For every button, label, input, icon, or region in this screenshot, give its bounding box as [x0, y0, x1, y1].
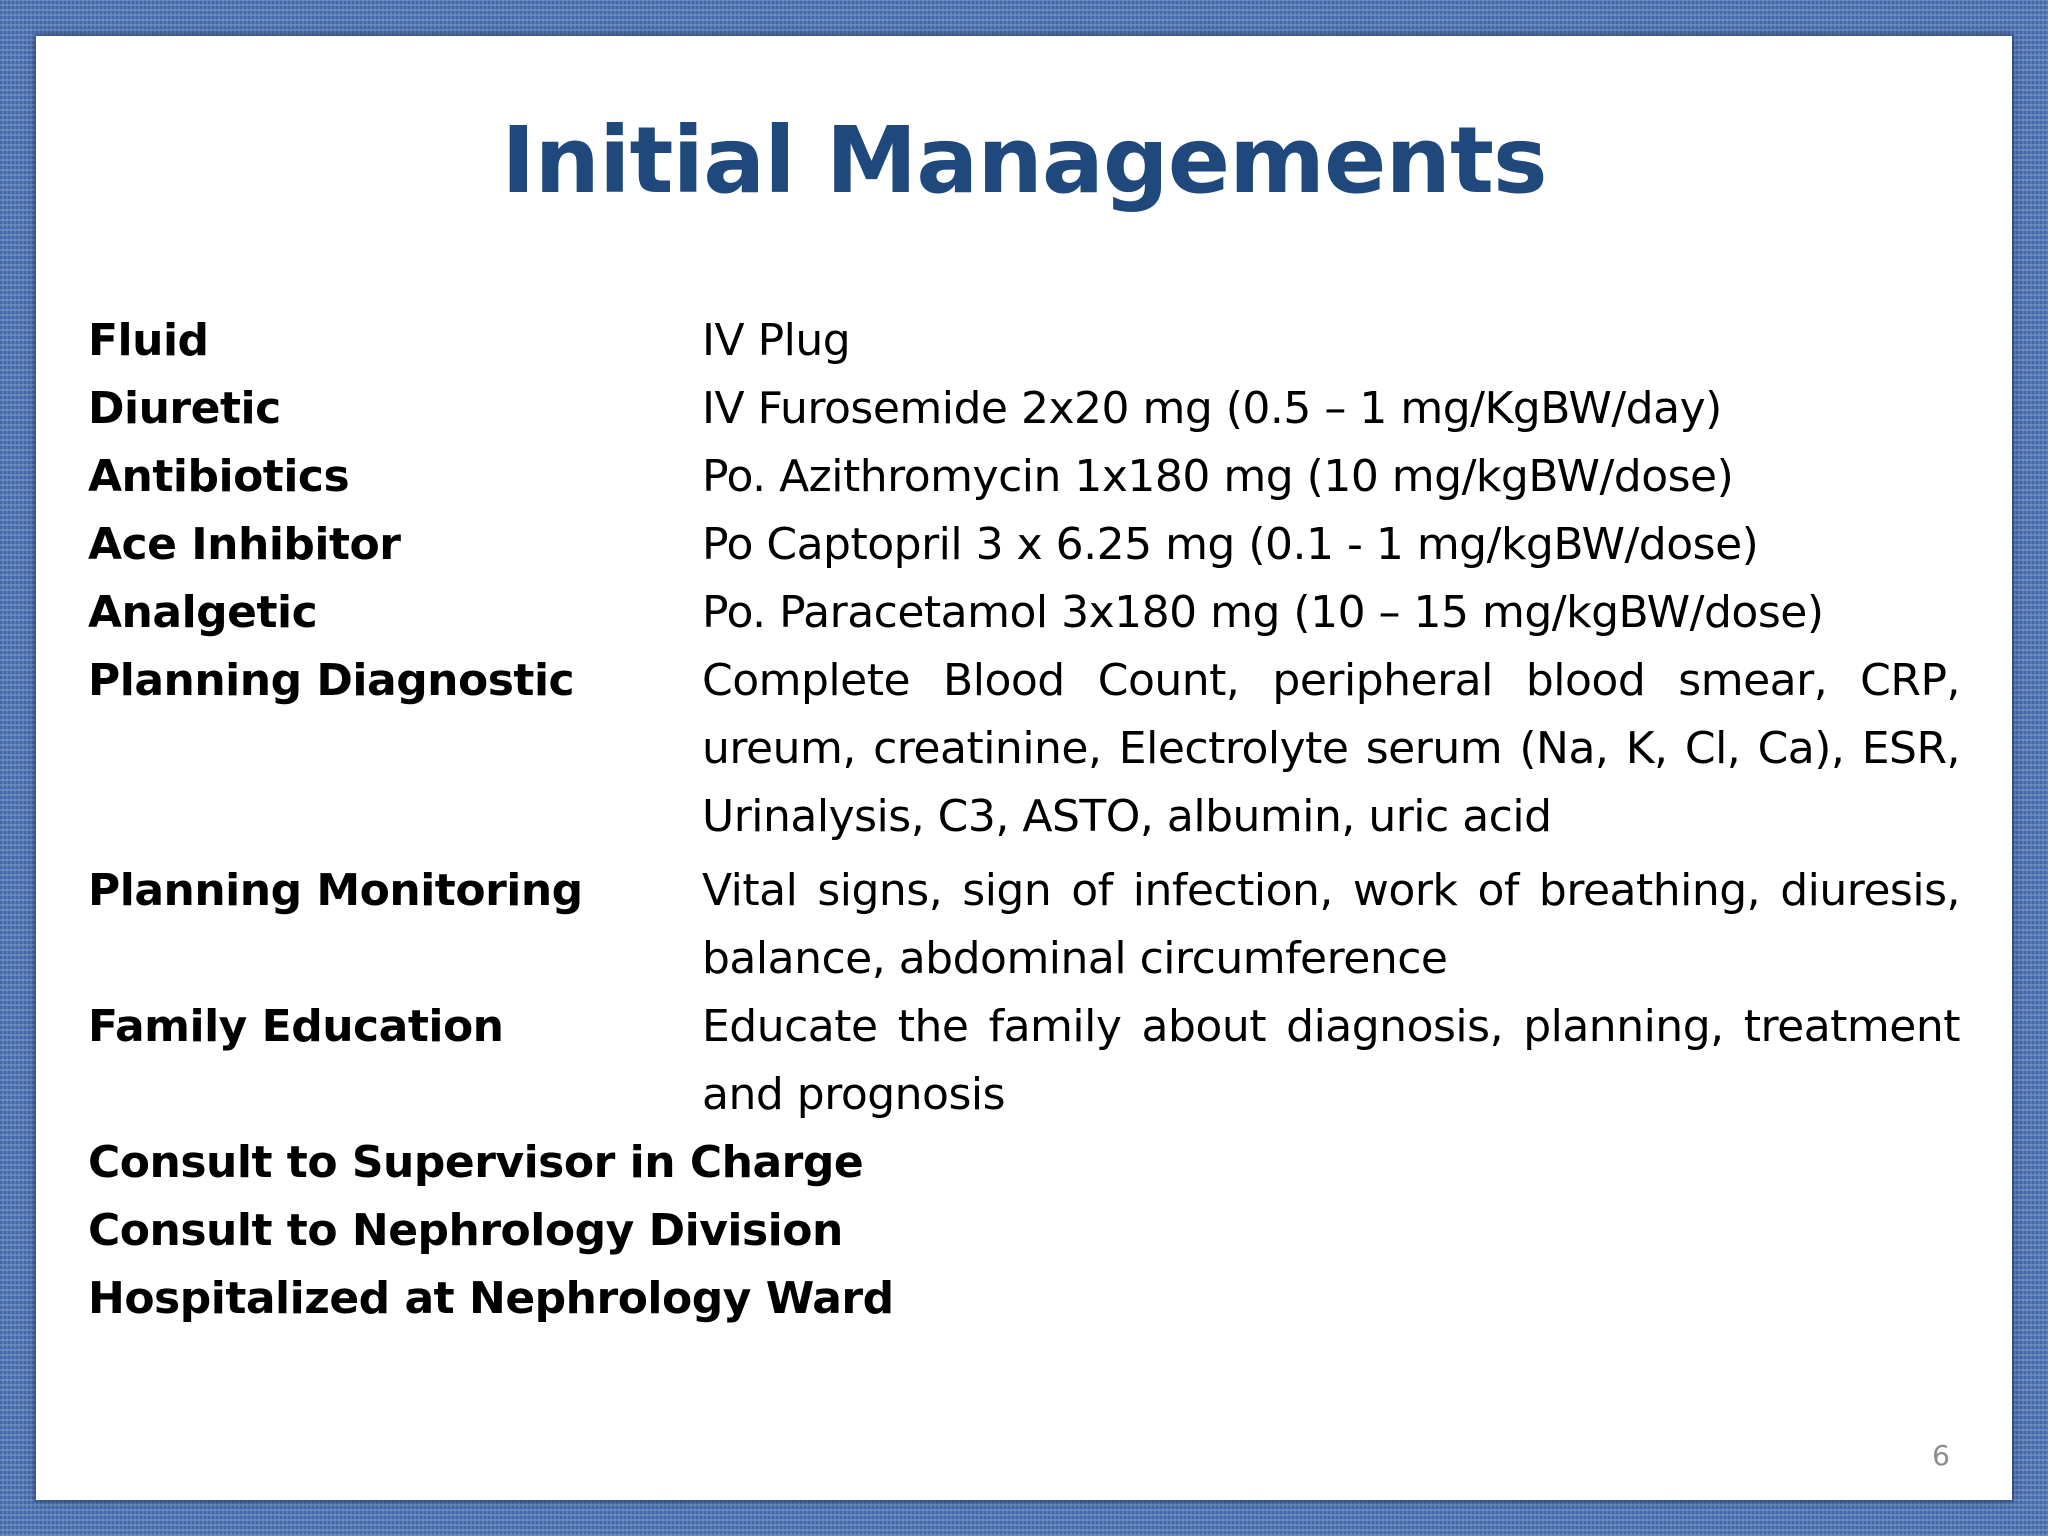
management-row-ace-inhibitor [88, 511, 1960, 579]
management-row-planning-diagnostic [88, 647, 1960, 851]
action-hospitalized: Hospitalized at Nephrology Ward [88, 1273, 894, 1324]
row-label: Antibiotics [88, 451, 350, 502]
management-row-analgetic [88, 579, 1960, 647]
row-label: Family Education [88, 1001, 504, 1052]
slide [36, 36, 2012, 1500]
row-value: Po. Paracetamol 3x180 mg (10 – 15 mg/kgBW/dose) [702, 587, 1824, 638]
row-value: IV Furosemide 2x20 mg (0.5 – 1 mg/KgBW/day) [702, 383, 1722, 434]
row-label: Ace Inhibitor [88, 519, 401, 570]
action-consult-nephrology: Consult to Nephrology Division [88, 1205, 843, 1256]
row-value: Po Captopril 3 x 6.25 mg (0.1 - 1 mg/kgBW/dose) [702, 519, 1759, 570]
page-number: 6 [1932, 1439, 1950, 1472]
row-label: Planning Diagnostic [88, 655, 575, 706]
row-label: Fluid [88, 315, 209, 366]
management-row-fluid [88, 307, 1960, 375]
management-table [88, 307, 1960, 1333]
slide-title: Initial Managements [501, 107, 1547, 214]
action-consult-supervisor: Consult to Supervisor in Charge [88, 1137, 864, 1188]
management-row-family-education [88, 993, 1960, 1129]
row-label: Diuretic [88, 383, 281, 434]
row-label: Planning Monitoring [88, 865, 583, 916]
row-value: Educate the family about diagnosis, planning, treatment and prognosis [702, 1001, 1960, 1120]
row-value: IV Plug [702, 315, 851, 366]
row-value: Po. Azithromycin 1x180 mg (10 mg/kgBW/dose) [702, 451, 1734, 502]
management-row-planning-monitoring [88, 857, 1960, 993]
management-row-antibiotics [88, 443, 1960, 511]
row-value: Vital signs, sign of infection, work of breathing, diuresis, balance, abdominal circumference [702, 865, 1960, 984]
row-label: Analgetic [88, 587, 318, 638]
management-row-diuretic [88, 375, 1960, 443]
row-value: Complete Blood Count, peripheral blood smear, CRP, ureum, creatinine, Electrolyte serum (Na, K, Cl, Ca), ESR, Urinalysis, C3, ASTO, albumin, uric acid [702, 655, 1960, 842]
